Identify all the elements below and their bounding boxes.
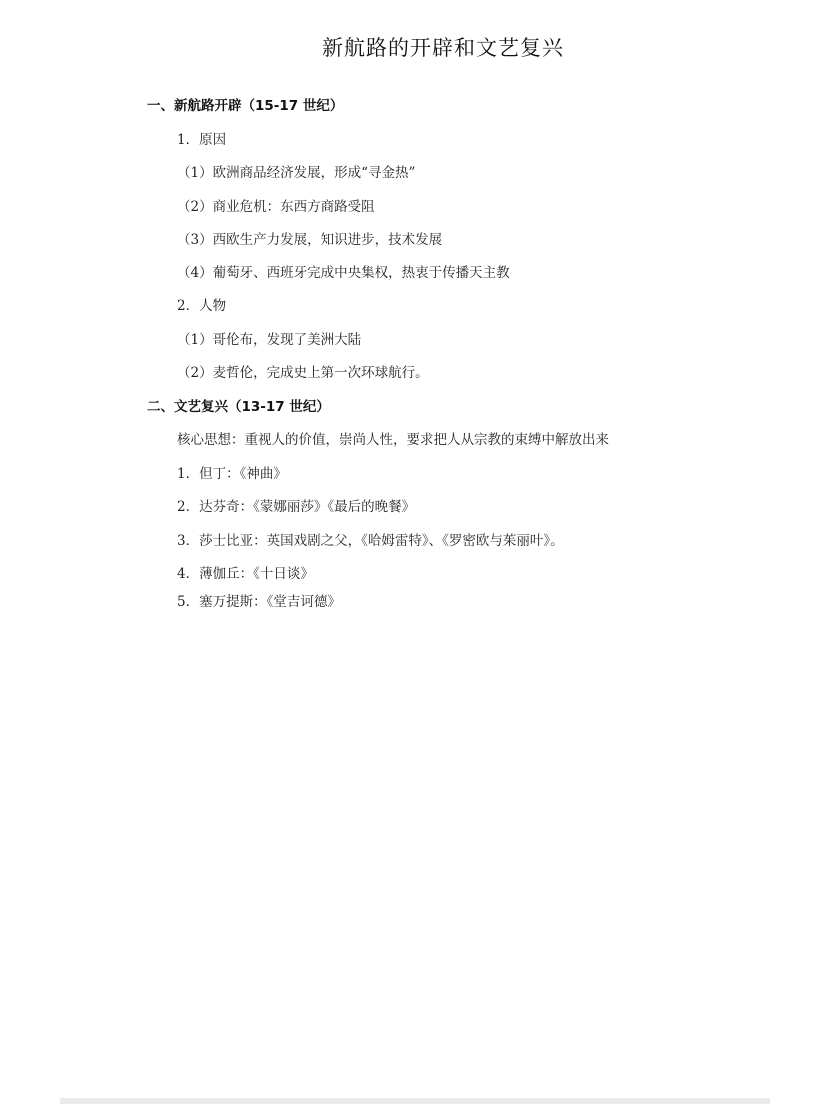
reason-item-2: （2）商业危机：东西方商路受阻 xyxy=(177,199,375,215)
person-item-2: （2）麦哲伦，完成史上第一次环球航行。 xyxy=(177,365,429,381)
document-title: 新航路的开辟和文艺复兴 xyxy=(322,36,564,60)
work-item-3: 3．莎士比亚：英国戏剧之父，《哈姆雷特》、《罗密欧与茱丽叶》。 xyxy=(177,533,564,549)
work-item-4: 4．薄伽丘：《十日谈》 xyxy=(177,566,314,582)
work-item-2: 2．达芬奇：《蒙娜丽莎》《最后的晚餐》 xyxy=(177,499,416,515)
work-item-1: 1．但丁：《神曲》 xyxy=(177,466,287,482)
reason-item-1: （1）欧洲商品经济发展，形成“寻金热” xyxy=(177,165,416,181)
reason-item-3: （3）西欧生产力发展，知识进步，技术发展 xyxy=(177,232,443,248)
section-heading-renaissance: 二、文艺复兴（13-17 世纪） xyxy=(147,399,330,415)
person-item-1: （1）哥伦布，发现了美洲大陆 xyxy=(177,332,362,348)
page-bottom-edge xyxy=(60,1098,770,1104)
reason-item-4: （4）葡萄牙、西班牙完成中央集权，热衷于传播天主教 xyxy=(177,265,510,281)
subheading-reasons: 1．原因 xyxy=(177,132,227,148)
work-item-5: 5．塞万提斯：《堂吉诃德》 xyxy=(177,594,341,610)
subheading-people: 2．人物 xyxy=(177,298,227,314)
section-heading-new-routes: 一、新航路开辟（15-17 世纪） xyxy=(147,98,344,114)
core-idea: 核心思想：重视人的价值，崇尚人性，要求把人从宗教的束缚中解放出来 xyxy=(177,432,609,448)
